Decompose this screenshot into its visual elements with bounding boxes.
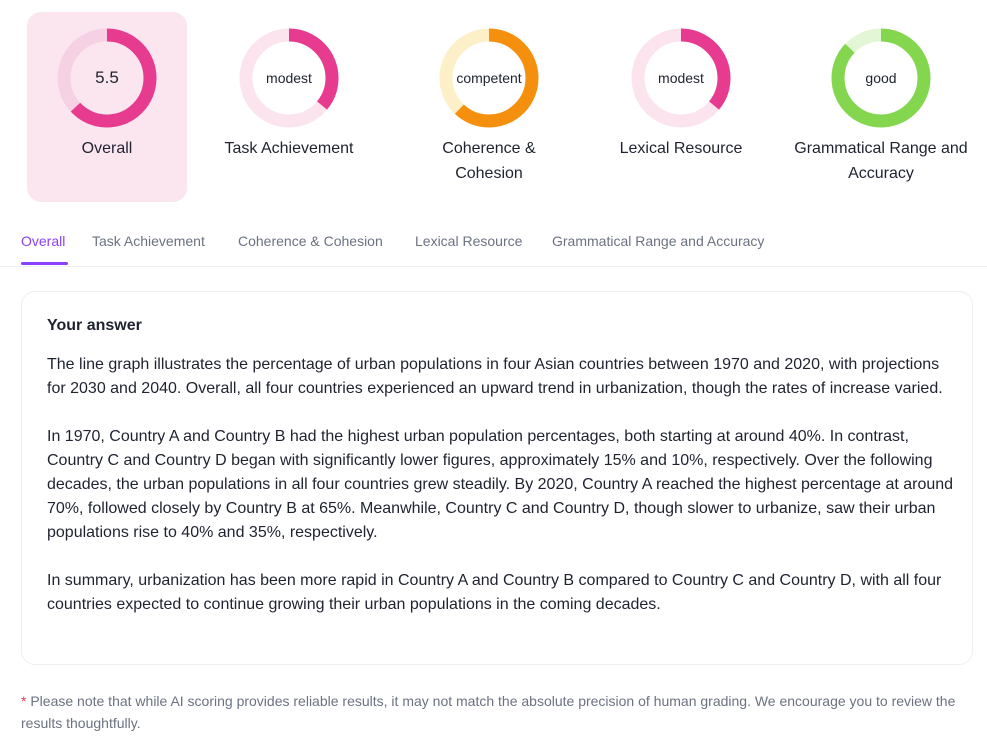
score-ring-grammatical-range — [831, 28, 931, 128]
score-value: modest — [266, 70, 312, 86]
tab-task-achievement[interactable]: Task Achievement — [92, 233, 205, 249]
score-value: 5.5 — [95, 68, 119, 87]
score-ring-task-achievement — [239, 28, 339, 128]
answer-card — [21, 291, 973, 665]
criteria-tabs — [0, 226, 987, 267]
score-value: good — [865, 70, 897, 86]
score-ring-lexical-resource — [631, 28, 731, 128]
score-label: Task Achievement — [224, 140, 354, 157]
tab-overall[interactable]: Overall — [21, 233, 66, 249]
answer-text — [47, 353, 957, 641]
score-value: competent — [456, 70, 522, 86]
score-card-task-achievement[interactable] — [209, 12, 369, 202]
answer-paragraph: In 1970, Country A and Country B had the highest urban population percentages, both starting at around 40%. In contrast, Country C and Country D began with significantly lower figures, approximately 15% and 10%, respectively. Over the following decades, the urban populations in all four countries grew steadily. By 2020, Country A reached the highest percentage at around 70%, followed closely by Country B at 65%. Meanwhile, Country C and Country D, though slower to urbanize, saw their urban populations rise to 40% and 35%, respectively. — [47, 428, 954, 541]
score-summary — [0, 0, 987, 210]
scoring-disclaimer — [21, 690, 971, 734]
answer-title: Your answer — [47, 317, 142, 334]
required-asterisk: * — [21, 693, 27, 709]
tab-coherence-cohesion[interactable]: Coherence & Cohesion — [238, 233, 383, 249]
score-value: modest — [658, 70, 704, 86]
score-card-lexical-resource[interactable] — [601, 12, 761, 202]
score-label: Grammatical Range and Accuracy — [794, 140, 968, 182]
disclaimer-text: Please note that while AI scoring provides reliable results, it may not match the absolute precision of human grading. We encourage you to review the results thoughtfully. — [21, 693, 956, 731]
score-card-grammatical-range[interactable] — [794, 12, 968, 202]
tab-grammatical-range[interactable]: Grammatical Range and Accuracy — [552, 233, 765, 249]
score-card-coherence-cohesion[interactable] — [409, 12, 569, 202]
score-label: Lexical Resource — [619, 140, 743, 157]
score-label: Coherence & Cohesion — [442, 140, 536, 182]
answer-paragraph: The line graph illustrates the percentage of urban populations in four Asian countries between 1970 and 2020, with projections for 2030 and 2040. Overall, all four countries experienced an upward trend in urbanization, though the rates of increase varied. — [47, 356, 943, 397]
active-tab-indicator — [21, 262, 68, 265]
score-label: Overall — [81, 140, 133, 157]
score-card-overall[interactable] — [27, 12, 187, 202]
answer-paragraph: In summary, urbanization has been more rapid in Country A and Country B compared to Country C and Country D, with all four countries expected to continue growing their urban populations in the coming decades. — [47, 572, 942, 613]
score-ring-overall — [57, 28, 157, 128]
score-ring-coherence-cohesion — [439, 28, 539, 128]
tab-lexical-resource[interactable]: Lexical Resource — [415, 233, 523, 249]
